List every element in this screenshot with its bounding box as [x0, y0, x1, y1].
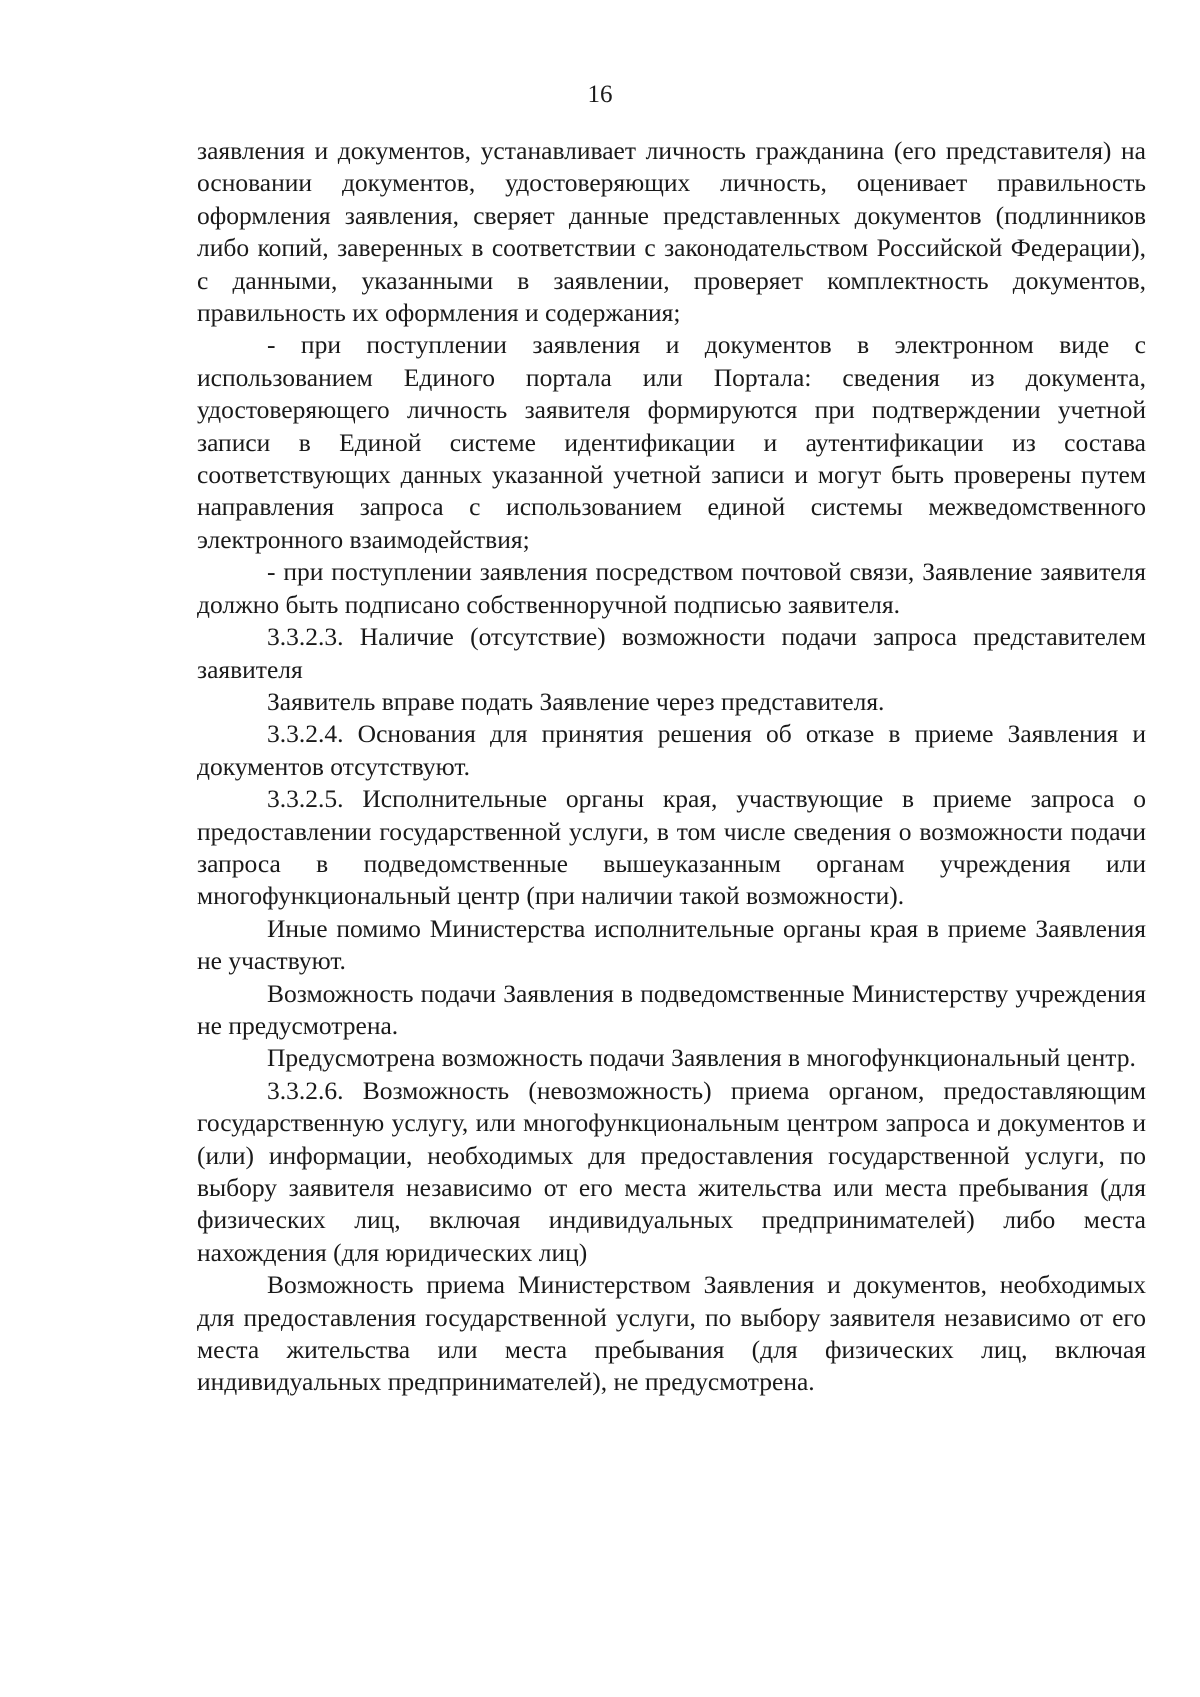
paragraph-section-3-3-2-3: 3.3.2.3. Наличие (отсутствие) возможности подачи запроса представителем заявителя: [197, 622, 1146, 684]
paragraph-continuation: заявления и документов, устанавливает личность гражданина (его представителя) на основании документов, удостоверяющих личность, оценивает правильность оформления заявления, сверяет данные представленных документов (подлинников либо копий, заверенных в соответствии с законодательством Российской Федерации), с данными, указанными в заявлении, проверяет комплектность документов, правильность их оформления и содержания;: [197, 136, 1146, 328]
paragraph-section-3-3-2-4: 3.3.2.4. Основания для принятия решения об отказе в приеме Заявления и документов отсутствуют.: [197, 719, 1146, 781]
paragraph-subordinate-institutions: Возможность подачи Заявления в подведомственные Министерству учреждения не предусмотрена.: [197, 978, 1146, 1040]
paragraph-other-bodies: Иные помимо Министерства исполнительные органы края в приеме Заявления не участвуют.: [197, 913, 1146, 976]
document-body: [197, 135, 1146, 1399]
paragraph-representative: Заявитель вправе подать Заявление через представителя.: [267, 686, 885, 716]
paragraph-mfc: Предусмотрена возможность подачи Заявления в многофункциональный центр.: [267, 1043, 1136, 1073]
page-number: 16: [587, 81, 613, 108]
paragraph-postal-submission: - при поступлении заявления посредством почтовой связи, Заявление заявителя должно быть подписано собственноручной подписью заявителя.: [197, 557, 1146, 619]
paragraph-extraterritorial: Возможность приема Министерством Заявления и документов, необходимых для предоставления государственной услуги, по выбору заявителя независимо от его места жительства или места пребывания (для физических лиц, включая индивидуальных предпринимателей), не предусмотрена.: [197, 1270, 1146, 1397]
paragraph-section-3-3-2-5: 3.3.2.5. Исполнительные органы края, участвующие в приеме запроса о предоставлении государственной услуги, в том числе сведения о возможности подачи запроса в подведомственные вышеуказанным органам учреждения или многофункциональный центр (при наличии такой возможности).: [197, 784, 1146, 911]
paragraph-section-3-3-2-6: 3.3.2.6. Возможность (невозможность) приема органом, предоставляющим государственную услугу, или многофункциональным центром запроса и документов и (или) информации, необходимых для предоставления государственной услуги, по выбору заявителя независимо от его места жительства или места пребывания (для физических лиц, включая индивидуальных предпринимателей) либо места нахождения (для юридических лиц): [197, 1075, 1146, 1267]
paragraph-electronic-submission: - при поступлении заявления и документов в электронном виде с использованием Единого портала или Портала: сведения из документа, удостоверяющего личность заявителя формируются при подтверждении учетной записи в Единой системе идентификации и аутентификации из состава соответствующих данных указанной учетной записи и могут быть проверены путем направления запроса с использованием единой системы межведомственного электронного взаимодействия;: [197, 330, 1146, 554]
